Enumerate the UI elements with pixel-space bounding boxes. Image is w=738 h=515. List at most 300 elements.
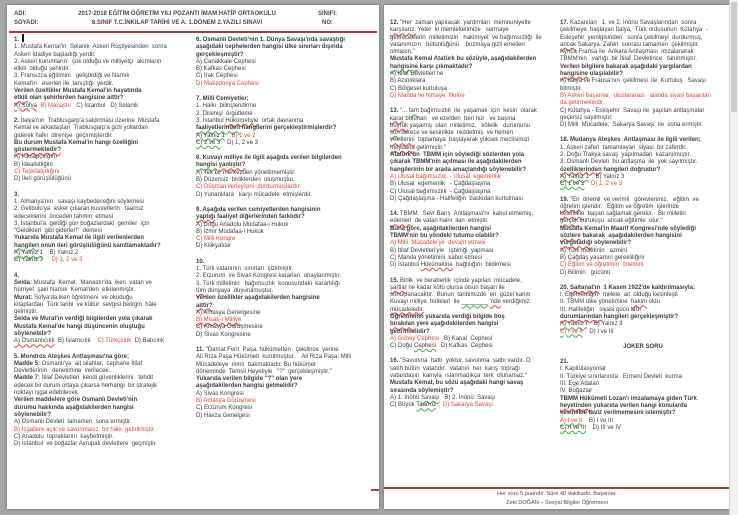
text-segment: hangilerini gerçekleştirmişlerdir? (240, 125, 337, 132)
text-segment: D) Yunanlılara karşı mücadele etmişlerdir. (196, 191, 312, 198)
text-segment: II. TBMM ülke yönetimine (560, 299, 631, 306)
text-segment: 1. Mustafa Kemal'in Selanik Askeri Rüştiyesinden sonra (14, 44, 167, 51)
text-segment: 1. Türk vatanının sınırları çizilmiştir. (196, 266, 294, 273)
text-segment: kesinlikle (560, 211, 585, 218)
question-line (196, 37, 375, 44)
question-line (560, 137, 726, 144)
text-segment: D) Manda ve himaye fikrine (390, 92, 465, 99)
question-line (560, 115, 726, 122)
text-segment: C) Irak Cephesi (196, 73, 238, 80)
text-segment: D) 1, 2 ve 3 (591, 181, 623, 188)
question-line (196, 207, 375, 214)
text-segment: hangisi (196, 162, 218, 169)
text-segment: Mustafa Kemal Atatürk bu sözüyle, aşağıdakilerden (390, 56, 537, 63)
question-line (560, 197, 726, 204)
text-segment: D) İstanbul (390, 262, 421, 269)
question-line (196, 125, 375, 132)
question-line (14, 257, 191, 264)
question-line (196, 376, 375, 383)
text-segment: Sofya'da iken öğretmeni ve okuduğu (32, 294, 133, 301)
question-line (560, 270, 726, 277)
question-line (560, 285, 726, 292)
text-segment: bulunan ve ezelden beri hür ve başına (403, 115, 516, 122)
question-line (14, 59, 191, 66)
text-segment: III. Halifeliğin siyasi gücü arttı (560, 306, 642, 313)
text-segment: D) Kafkas Cephesi (436, 343, 493, 350)
text-segment: C) 2 ve 3 (196, 139, 221, 146)
question-line (14, 73, 191, 80)
question-line (560, 145, 726, 152)
text-segment: edeceklerini önceden tahmin etmesi (14, 213, 114, 220)
text-segment: ulaşılabilir? (588, 71, 624, 78)
text-segment: hangisine (390, 63, 419, 70)
text-segment: bakarak aşağıdakilerden hangisini (580, 233, 682, 240)
text-segment: 8. Kuvayı milliye ile ilgili aşağıda verilen bilgilerden (196, 155, 342, 162)
text-segment: Mustafa Kemal'de hangi düşüncenin oluştuğu (14, 323, 145, 330)
text-segment: B) Askeri başarılar, uluslararası alanda siyasi başarıları (560, 92, 712, 99)
question-line (196, 44, 375, 51)
text-segment: noktayı işgal edebilecek. (14, 390, 80, 397)
question-line (560, 374, 726, 381)
text-segment: C) İstanbul D) Selanik (71, 102, 139, 109)
text-segment: başarı sağlamak gerekir. Bir milletin (584, 211, 686, 218)
text-segment: A) Türk milletinin azmini (560, 247, 627, 254)
text-segment: B) Kanal Cephesi (439, 335, 493, 342)
question-line (390, 314, 558, 321)
text-segment: 2. Doğu Trakya savaş yapılmadan kazanılmıştır. (560, 152, 692, 159)
question-line (390, 278, 558, 285)
text-segment: D) Sakarya Savaşı (442, 402, 493, 409)
text-segment: edenleri (390, 218, 412, 225)
number-label: NO: (322, 20, 333, 26)
question-line (196, 73, 375, 80)
question-line (14, 441, 191, 448)
text-segment: "En önemli ve verimli görevlerimiz, eğitim ve (568, 196, 699, 203)
text-segment: Sakarya Zaferi sonrası tamamen çekilmiştir. (576, 41, 700, 48)
text-segment: Kuvayı milliye birlikleri ile (390, 299, 462, 306)
question-block-q20 (560, 285, 726, 336)
text-segment: A) Osmanlı Devleti tamamen sona ermiştir. (14, 419, 132, 426)
text-segment: olmasın." (390, 49, 415, 56)
question-line (390, 233, 558, 240)
text-segment: Mücadeleye ılımlı bakmaktadır. Bu hükümet (196, 361, 316, 368)
question-line (390, 299, 558, 306)
text-segment: etkili olduğu şehirdir. (14, 66, 71, 73)
text-segment: kesinlikle taviz verilmemesini istemiştir? (560, 410, 676, 417)
text-segment: 18. Mudanya Ateşkes Antlaşması ile ilgili verilen; (560, 137, 701, 144)
question-line (560, 299, 726, 306)
question-line (196, 391, 375, 398)
question-line (196, 310, 375, 317)
text-segment: 9. Aşağıda verilen cemiyetlerden hangisinin (196, 206, 321, 213)
question-block-q8 (196, 155, 375, 199)
page2-footer-rule (384, 487, 730, 489)
text-segment: IV. Boğazlar (560, 388, 593, 395)
text-segment: tüm (196, 287, 207, 294)
text-segment: döneminde Temsil Heyetiyle "?" gerçekleşmiştir." (196, 368, 332, 375)
page2-column-left (390, 20, 558, 418)
question-line (390, 292, 558, 299)
question-line (560, 167, 726, 174)
question-line (14, 383, 191, 390)
question-line (390, 174, 558, 181)
text-segment: Selda ve Murat'ın verdiği bilgilerden yola çıkarak (14, 316, 153, 323)
text-segment: 10. (196, 258, 205, 265)
text-segment: dünyaya duyurulmuştur. (206, 287, 274, 294)
text-segment: giderek halkı direnişe geçirmişlerdir. (14, 132, 113, 139)
page1-footer-rule (371, 489, 379, 491)
question-line (390, 380, 558, 387)
text-segment: C) Amasya Görüşmesine (196, 324, 263, 331)
question-line (390, 181, 558, 188)
question-line (390, 285, 558, 292)
text-segment: derece ve kesinlikle reddetmiş ve hemen (399, 130, 514, 137)
text-segment: durumu hakkında aşağıdakilerden hangisi (14, 404, 134, 411)
text-segment: Ayrıca Fransa ile Ankara Antlaşması imzalanarak (560, 49, 694, 56)
question-block-q17 (560, 20, 726, 129)
question-line (14, 302, 191, 309)
text-segment: B) Misak-ı Milliye (196, 317, 242, 324)
question-line (14, 199, 191, 206)
text-segment: edecek bir durum ortaya çıkarsa herhangi bir stratejik (14, 382, 158, 389)
text-segment: 2. (14, 117, 20, 124)
question-line (14, 52, 191, 59)
question-line (196, 111, 375, 118)
question-line (196, 398, 375, 405)
question-line (390, 108, 558, 115)
question-line (390, 123, 558, 130)
question-line (560, 292, 726, 299)
text-segment: getirilmelidir? (390, 328, 430, 335)
question-line (196, 243, 375, 250)
text-segment: C) Düşman ilerleyişini durdurmuşlardır. (196, 184, 302, 191)
question-line (390, 167, 558, 174)
question-line (560, 410, 726, 417)
text-segment: yaşamış olan milletimiz, kölelik durumunu (408, 122, 531, 129)
text-segment: getireceklerin milletimizin hakimiyet ve bağımsızlığı ile (390, 34, 542, 41)
question-line (390, 366, 558, 373)
text-segment: gerçekleşmiştir? (196, 51, 244, 58)
text-segment: Selda: (14, 279, 33, 286)
text-segment: satıh bütün vatandır. Vatanın her karış toprağı (390, 365, 520, 372)
question-line (14, 397, 191, 404)
text-segment: 16. (390, 358, 399, 365)
text-segment: C) Büyük (390, 402, 417, 409)
text-segment: işleridir. Eğitim ve öğretim işlerinde (580, 203, 680, 210)
vertical-scrollbar[interactable] (729, 0, 738, 515)
text-segment: "Savunma hattı yoktur, savunma sathı vardır. O (398, 358, 531, 365)
text-segment: Verilen bilgilere bakarak aşağıdaki yargılardan (560, 63, 692, 70)
question-block-joker (560, 344, 726, 351)
text-segment: A) I ve II (560, 417, 583, 424)
text-segment: B) Manastır (40, 102, 72, 109)
question-line (560, 181, 726, 188)
text-segment: 12. (390, 20, 399, 26)
question-line (560, 255, 726, 262)
question-line (14, 162, 191, 169)
text-segment: de vatan haini ilan etmiştir. (411, 218, 489, 225)
text-segment: C) Kütahya - Eskişehir Savaşı ile yapılan antlaşmalar (560, 107, 705, 114)
question-line (14, 427, 191, 434)
question-line (390, 145, 558, 152)
question-line (390, 307, 558, 314)
text-segment: 2. Gelibolu'ya asker çıkaran kuvvetlerin taarruz (14, 206, 144, 213)
text-segment: 7. Milli Cemiyetler; (196, 96, 249, 103)
text-segment: şartlar (390, 284, 407, 291)
question-line (196, 259, 375, 266)
text-segment: 3. Fransızca eğitimini geliştirdiği ve Namık (14, 73, 130, 80)
question-block-q1 (14, 37, 191, 110)
text-segment: A) Ulusal bağımsızlık - Ulusal egemenlik (390, 173, 501, 180)
question-line (390, 343, 558, 350)
text-segment: oldu (646, 299, 660, 306)
question-line (14, 390, 191, 397)
question-line (14, 118, 191, 125)
text-segment: B) Düzensiz birliklerden oluşmuştur. (196, 177, 295, 184)
question-line (560, 64, 726, 71)
question-line (14, 154, 191, 161)
question-line (560, 396, 726, 403)
text-segment: A) Amasya Genelgesine (196, 309, 261, 316)
text-segment: Buna göre, aşağıdakilerden hangisi (390, 225, 492, 232)
text-segment: B) Kafkas Cephesi (196, 66, 246, 73)
text-segment: Bu durum Mustafa Kemal'in hangi özelliğini (14, 139, 139, 146)
text-segment: B) Yalnız II (587, 321, 623, 328)
question-line (196, 354, 375, 361)
text-segment: C) 1 ve 2 (560, 181, 585, 188)
text-segment: faaliyet diğerlerinden farklıdır? (215, 214, 305, 221)
question-line (14, 324, 191, 331)
question-line (390, 159, 558, 166)
question-line (196, 184, 375, 191)
text-segment: Murat: (14, 294, 33, 301)
question-line (390, 240, 558, 247)
text-segment: çekilmeye başlayan İtalya, Türk ordusunun Kütahya - (560, 27, 708, 34)
question-line (14, 125, 191, 132)
text-segment: C) Doğu (390, 343, 415, 350)
text-segment: B) Amasya Görüşmesi (196, 398, 256, 405)
question-line (196, 362, 375, 369)
text-segment: Öğretmenin yukarıda verdiği bilgide boş (390, 313, 505, 320)
question-line (14, 133, 191, 140)
text-segment: bitmiştir. (560, 85, 583, 92)
text-segment: B) Yalnız 3 (588, 173, 625, 180)
text-segment: hangileri (14, 242, 40, 249)
question-line (560, 56, 726, 63)
text-segment: C) Erzurum Kongresi (196, 405, 253, 412)
text-segment: D) Çağdaşlaşma - Halifeliğin baskıdan kurtulması (390, 195, 524, 202)
question-line (390, 49, 558, 56)
text-segment: karşılarız. (390, 27, 417, 34)
text-segment: A) 1. İnönü (390, 394, 422, 401)
text-segment: A) Milli Mücadele'ye devam etmesi (390, 240, 486, 247)
text-segment: 3. (14, 191, 20, 198)
text-segment: C) Anadolu topraklarını kaybetmiştir. (14, 433, 114, 440)
text-segment: tam (408, 108, 419, 115)
question-line (196, 288, 375, 295)
text-segment: Verilen maddelere göre Osmanlı Devleti'nin (14, 397, 138, 404)
text-segment: A) Güney Cephesi (390, 335, 440, 342)
question-line (196, 170, 375, 177)
text-segment: B) I ve III (582, 417, 614, 424)
question-line (14, 44, 191, 51)
text-segment: hangisine (560, 71, 589, 78)
question-line (14, 214, 191, 221)
question-line (196, 317, 375, 324)
page1-column-left (14, 37, 191, 456)
text-segment: A) İtalya ve Fransa'nın çekilmesi ile Kurtuluş Savaşı (560, 78, 706, 85)
question-line (560, 152, 726, 159)
text-segment: bırakılan (390, 321, 415, 328)
text-segment: Mustafa Kemal, Manastır'da iken vatan ve (32, 279, 152, 286)
text-segment: C) Eğitim ve öğretimin önemini (560, 262, 644, 269)
question-line (196, 133, 375, 140)
text-segment: 3. Türk milletinin bağımsızlık konusundaki kararlılığı (196, 280, 340, 287)
text-segment: A) İnkılapçılığını (14, 154, 58, 161)
question-block-q10 (196, 259, 375, 339)
text-segment: B) İzmir Müdafaa-i Hukuk (196, 228, 264, 235)
question-line (196, 266, 375, 273)
exam-page-1 (7, 5, 379, 509)
text-segment: Kemal'in eserleri ile tanıştığı yerdir. (14, 80, 114, 87)
text-segment: 3. İstanbul (196, 117, 226, 124)
text-segment: karşı çıkmaktadır? (418, 63, 473, 70)
question-line (390, 262, 558, 269)
text-segment: B) İşgallere açık ve savunmasız bir hâle getirilmiştir. (14, 426, 156, 433)
text-segment: toplamaya başlayarak yüksek meclisimizi (414, 137, 530, 144)
text-segment: Devletlerinin denetimine verilecek. (14, 368, 111, 375)
text-segment: 'nde (489, 299, 501, 306)
question-line (196, 81, 375, 88)
question-line (14, 95, 191, 102)
question-block-q16 (390, 358, 558, 409)
text-segment: I. Egemenliğin millete ait olduğu kesinleşti (560, 292, 678, 299)
question-line (196, 155, 375, 162)
question-line (390, 86, 558, 93)
text-segment: sırasında söylemiştir? (390, 387, 454, 394)
text-segment: B) Çağdaş yaşamın gerekliliğini (560, 254, 645, 261)
question-line (390, 152, 558, 159)
text-segment: vurguladığı (560, 240, 593, 247)
question-line (560, 359, 726, 366)
text-segment: 1. Almanya'nın savaşı kaybedeceğini söylemesi (14, 198, 144, 205)
text-segment: söylenebilir? (14, 330, 52, 337)
question-line (560, 425, 726, 432)
question-line (560, 381, 726, 388)
question-line (14, 206, 191, 213)
text-segment: B) Ulusal egemenlik - Çağdaşlaşma (390, 181, 491, 188)
text-segment: özelliklerinden (560, 166, 602, 173)
question-line (196, 177, 375, 184)
text-segment: C) Yalnız 3 (14, 257, 52, 264)
question-line (560, 307, 726, 314)
question-block-q13 (390, 108, 558, 203)
text-segment: yere aşağıdakilerden hangisi (414, 321, 499, 328)
text-segment: Osmanlı'ya ait silahlar, cephane İtilaf (40, 360, 143, 367)
question-line (560, 211, 726, 218)
question-line (390, 336, 558, 343)
text-segment: söylenebilir? (592, 240, 632, 247)
question-line (390, 137, 558, 144)
text-segment: aşağıdaki cephelerden hangisi ülke sınırları dışında (196, 44, 343, 51)
text-segment: Kemal ve arkadaşları Trablusgarp'a gizli yollardan (14, 125, 148, 132)
question-line (196, 222, 375, 229)
question-line (14, 273, 191, 280)
text-segment: "... (398, 108, 409, 115)
question-line (196, 281, 375, 288)
question-line (196, 192, 375, 199)
text-segment: Atatürk'ün TBMM için söylediği sözlerden yola (390, 152, 525, 159)
question-line (14, 295, 191, 302)
question-block-q18 (560, 137, 726, 188)
text-segment: D) İleri görüşlülüğünü (14, 176, 72, 183)
text-segment: TBMM'nin bu yöndeki tutumu olabilir? (390, 233, 499, 240)
question-line (390, 373, 558, 380)
question-line (560, 27, 726, 34)
question-line (560, 86, 726, 93)
text-segment: C) Teşkilatçılığını (14, 169, 60, 176)
text-segment: Madde 7: (14, 375, 41, 382)
question-line (560, 388, 726, 395)
text-segment: 2. Direnişi örgütleme (196, 110, 253, 117)
question-line (196, 214, 375, 221)
text-segment: C) Manda yönetimini kabul etmesi (390, 254, 483, 261)
question-line (196, 162, 375, 169)
question-line (560, 344, 726, 351)
text-segment: söylenebilir? (14, 411, 52, 418)
text-segment: B) 2. İnönü Savaşı (439, 394, 496, 401)
text-segment: 15. (390, 277, 399, 284)
question-line (390, 196, 558, 203)
text-segment: B) Azınlıklara (390, 78, 426, 85)
question-line (560, 122, 726, 129)
question-line (560, 418, 726, 425)
page2-column-right (560, 20, 726, 440)
question-line (196, 118, 375, 125)
text-segment: TBMM'nin varlığı bir İtilaf Devletince tanınmıştır. (560, 56, 697, 63)
text-segment: TBMM Hükümeti Lozan'ı imzalamaya giden Türk (560, 395, 697, 402)
text-segment: mücadeledir. (390, 306, 425, 313)
question-line (196, 229, 375, 236)
question-line (560, 159, 726, 166)
question-line (560, 403, 726, 410)
question-line (560, 100, 726, 107)
text-segment: Verilen özellikler aşağıdakilerden hangisine (196, 295, 320, 302)
question-line (560, 204, 726, 211)
text-segment: TBMM, Sevr Barış Antlaşması'nı kabul etmemiş, (398, 211, 534, 218)
text-segment (584, 181, 591, 187)
text-segment: 1. Halkı bilinçlendirme (196, 103, 257, 110)
text-segment: A) Sivas Kongresi (196, 390, 244, 397)
question-line (14, 88, 191, 95)
question-line (390, 388, 558, 395)
question-block-q2 (14, 118, 191, 184)
text-segment: Taarruz (416, 402, 437, 409)
text-segment: D) Sivas Kongresine (196, 331, 251, 338)
text-segment: getirmiştir." (414, 144, 446, 151)
text-segment: vatanımızın bütünlüğünü bozmaya gizli emelleri (390, 41, 525, 48)
question-block-q21 (560, 359, 726, 432)
question-line (560, 314, 726, 321)
text-segment: ancak (560, 41, 577, 48)
question-line (560, 262, 726, 269)
scrollbar-thumb[interactable] (731, 2, 737, 112)
question-line (196, 103, 375, 110)
question-line (14, 287, 191, 294)
question-line (390, 189, 558, 196)
question-block-q7 (196, 96, 375, 147)
question-block-q3 (14, 192, 191, 265)
